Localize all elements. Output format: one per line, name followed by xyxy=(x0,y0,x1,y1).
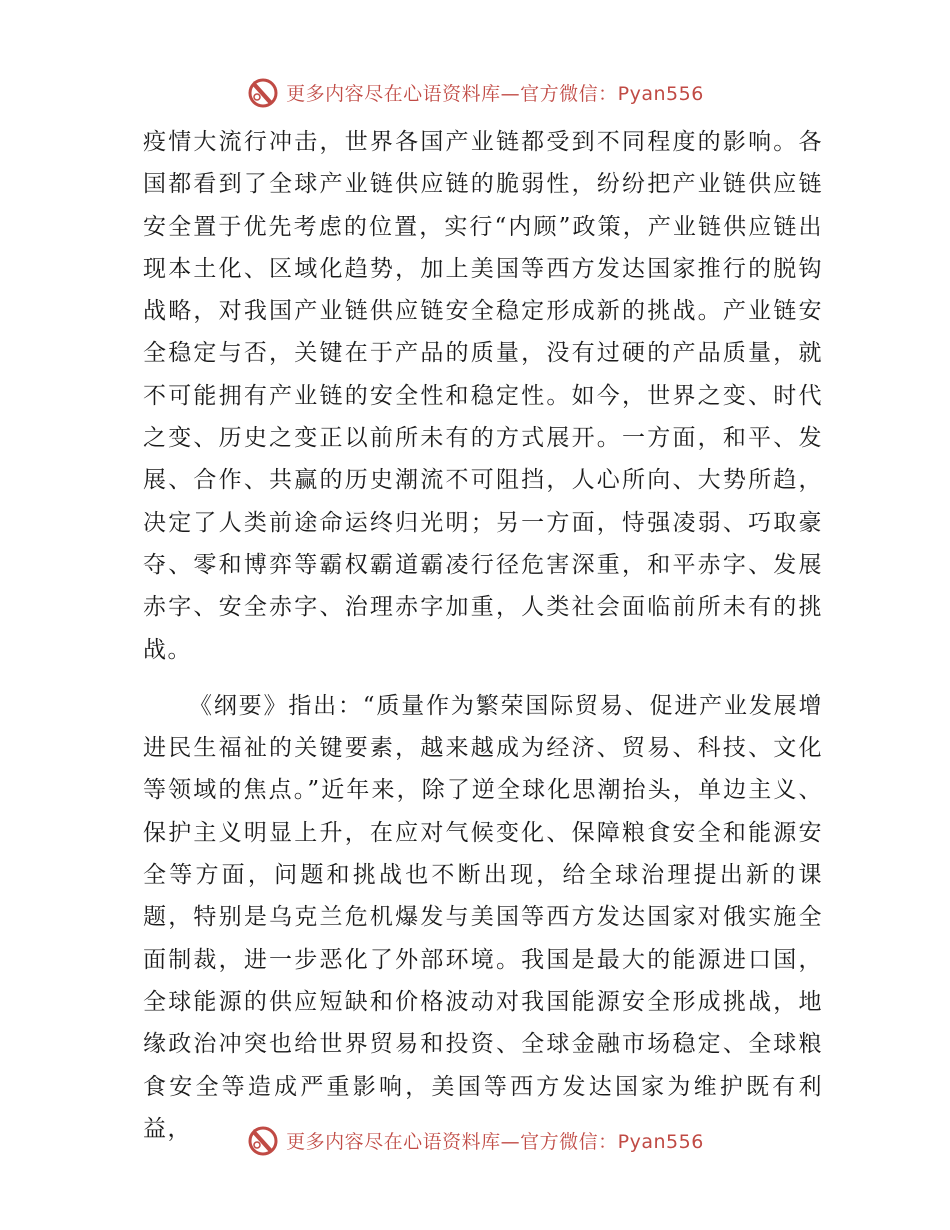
pen-ring-logo-icon xyxy=(246,75,280,109)
watermark-text: 更多内容尽在心语资料库—官方微信：Pyan556 xyxy=(286,1130,704,1153)
header-watermark xyxy=(0,72,950,112)
watermark-text: 更多内容尽在心语资料库—官方微信：Pyan556 xyxy=(286,82,704,105)
paragraph: 《纲要》指出：“质量作为繁荣国际贸易、促进产业发展增进民生福祉的关键要素，越来越成为经济、贸易、科技、文化等领域的焦点。”近年来，除了逆全球化思潮抬头，单边主义、保护主义明显上升，在应对气候变化、保障粮食安全和能源安全等方面，问题和挑战也不断出现，给全球治理提出新的课题，特别是乌克兰危机爆发与美国等西方发达国家对俄实施全面制裁，进一步恶化了外部环境。我国是最大的能源进口国，全球能源的供应短缺和价格波动对我国能源安全形成挑战，地缘政治冲突也给世界贸易和投资、全球金融市场稳定、全球粮食安全等造成严重影响，美国等西方发达国家为维护既有利益， xyxy=(143,692,823,1142)
paragraph: 疫情大流行冲击，世界各国产业链都受到不同程度的影响。各国都看到了全球产业链供应链的脆弱性，纷纷把产业链供应链安全置于优先考虑的位置，实行“内顾”政策，产业链供应链出现本土化、区域化趋势，加上美国等西方发达国家推行的脱钩战略，对我国产业链供应链安全稳定形成新的挑战。产业链安全稳定与否，关键在于产品的质量，没有过硬的产品质量，就不可能拥有产业链的安全性和稳定性。如今，世界之变、时代之变、历史之变正以前所未有的方式展开。一方面，和平、发展、合作、共赢的历史潮流不可阻挡，人心所向、大势所趋，决定了人类前途命运终归光明；另一方面，恃强凌弱、巧取豪夺、零和博弈等霸权霸道霸凌行径危害深重，和平赤字、发展赤字、安全赤字、治理赤字加重，人类社会面临前所未有的挑战。 xyxy=(143,129,823,663)
pen-ring-logo-icon xyxy=(246,1123,280,1157)
footer-watermark xyxy=(0,1120,950,1160)
document-body xyxy=(143,121,823,1150)
